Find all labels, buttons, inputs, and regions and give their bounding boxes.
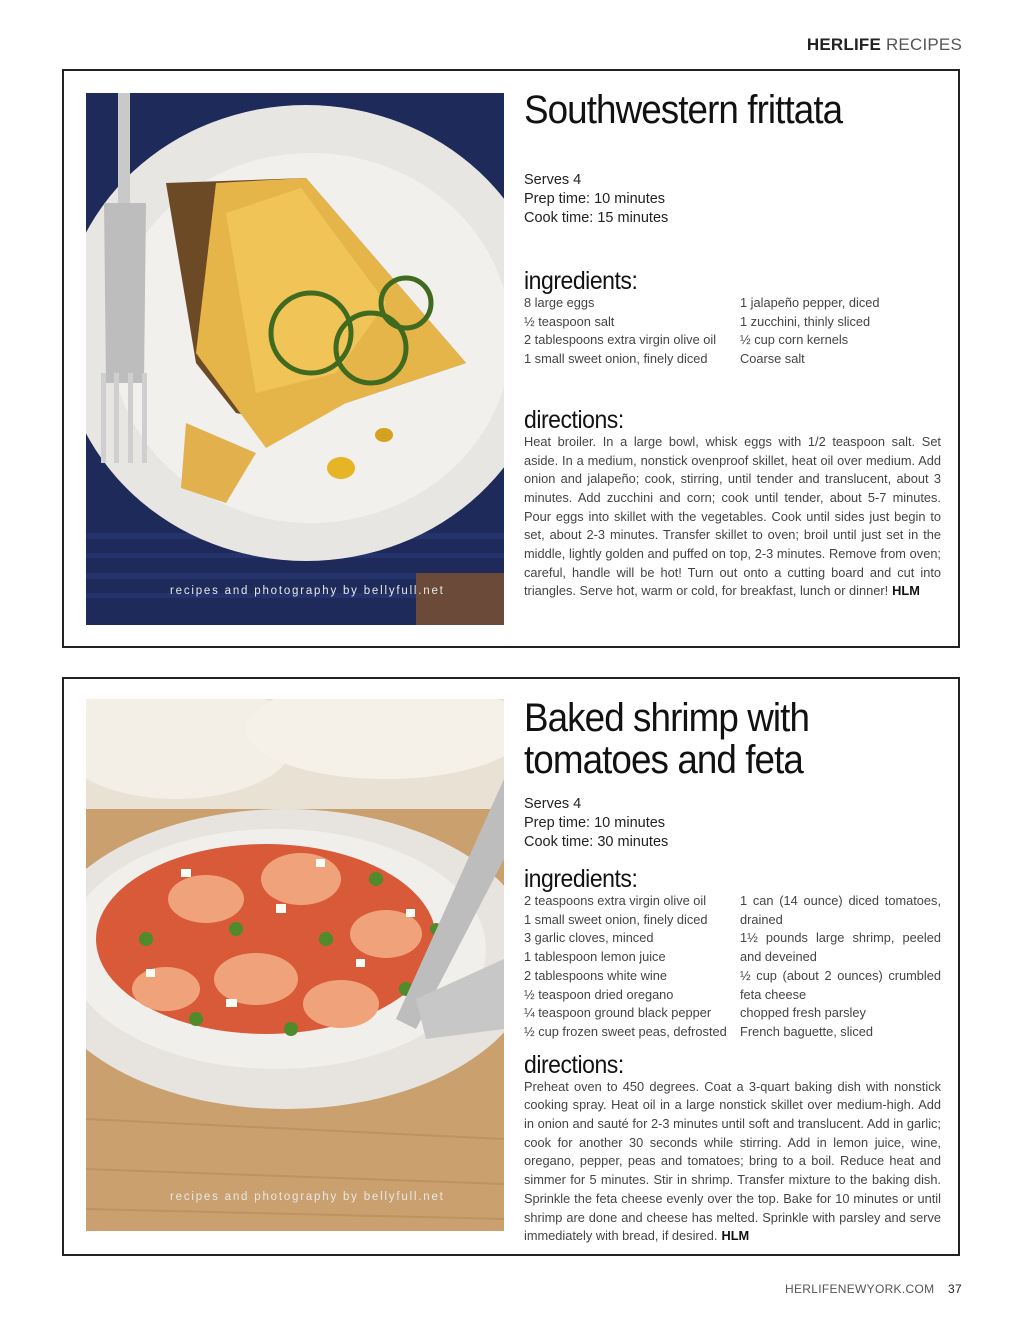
photo-credit: recipes and photography by bellyfull.net <box>170 1191 445 1203</box>
prep-time: Prep time: 10 minutes <box>524 191 666 207</box>
magazine-brand: HERLIFE <box>806 35 882 54</box>
recipe-title-line: tomatoes and feta <box>524 738 803 782</box>
hlm-sign: HLM <box>721 1228 750 1244</box>
ingredient: ¼ teaspoon ground black pepper <box>524 1005 712 1021</box>
ingredient: 3 garlic cloves, minced <box>524 930 654 946</box>
ingredient: 1½ pounds large shrimp, peeled and deveined <box>740 930 941 965</box>
serves: Serves 4 <box>524 172 582 188</box>
recipe-title <box>524 697 908 781</box>
ingredients-heading: ingredients: <box>524 865 638 893</box>
ingredient: 2 teaspoons extra virgin olive oil <box>524 893 707 908</box>
ingredient: 2 tablespoons white wine <box>524 967 667 983</box>
ingredient: ½ teaspoon salt <box>524 313 615 329</box>
directions-body: Heat broiler. In a large bowl, whisk eggs with 1/2 teaspoon salt. Set aside. In a medium, nonstick ovenproof skillet, heat oil over medium. Add onion and jalapeño; cook, stirring, until tender and translucent, about 3 minutes. Add zucchini and corn; cook until tender, about 5-7 minutes. Pour eggs into skillet with the vegetables. Cook until sides just begin to set, about 2-3 minutes. Transfer skillet to oven; broil until just set in the middle, lightly golden and puffed on top, 2-3 minutes. Remove from oven; careful, handle will be hot! Turn out onto a cutting board and cut into triangles. Serve hot, warm or cold, for breakfast, lunch or dinner! <box>524 433 941 599</box>
frittata-photo <box>86 93 504 625</box>
ingredient: 1 tablespoon lemon juice <box>524 949 666 965</box>
ingredients-heading: ingredients: <box>524 267 638 295</box>
directions-text <box>524 433 941 601</box>
ingredient: ½ cup (about 2 ounces) crumbled feta cheese <box>740 967 941 1002</box>
ingredients-list <box>524 892 941 1042</box>
recipe-text-frittata <box>524 89 941 601</box>
site-url: HERLIFENEWYORK.COM <box>784 1282 935 1296</box>
page-header <box>807 35 962 55</box>
ingredient: 1 can (14 ounce) diced tomatoes, drained <box>740 893 941 927</box>
ingredient: 2 tablespoons extra virgin olive oil <box>524 332 717 348</box>
ingredient: ½ teaspoon dried oregano <box>524 986 674 1002</box>
hlm-sign: HLM <box>892 583 920 599</box>
ingredient: ½ cup frozen sweet peas, defrosted <box>524 1023 727 1039</box>
cook-time: Cook time: 30 minutes <box>524 834 669 850</box>
ingredient: 8 large eggs <box>524 295 595 310</box>
recipe-text-shrimp <box>524 697 941 1246</box>
ingredients-list <box>524 294 941 369</box>
cook-time: Cook time: 15 minutes <box>524 210 669 226</box>
recipe-title-line: Baked shrimp with <box>524 696 810 740</box>
directions-heading: directions: <box>524 1050 624 1079</box>
shrimp-photo <box>86 699 504 1231</box>
photo-credit: recipes and photography by bellyfull.net <box>170 585 445 597</box>
directions-heading: directions: <box>524 405 624 434</box>
recipe-title: Southwestern frittata <box>524 88 843 132</box>
ingredient: 1 small sweet onion, finely diced <box>524 911 708 927</box>
ingredient: ½ cup corn kernels <box>740 332 849 348</box>
ingredient: Coarse salt <box>740 351 805 367</box>
serves: Serves 4 <box>524 796 582 812</box>
recipe-meta <box>524 795 941 852</box>
prep-time: Prep time: 10 minutes <box>524 815 666 831</box>
section-name: RECIPES <box>885 35 962 54</box>
ingredient: 1 small sweet onion, finely diced <box>524 351 708 367</box>
recipe-card-shrimp <box>62 677 960 1256</box>
page-footer <box>785 1282 962 1296</box>
directions-text <box>524 1078 941 1246</box>
ingredient: 1 zucchini, thinly sliced <box>740 313 871 329</box>
directions-body: Preheat oven to 450 degrees. Coat a 3-quart baking dish with nonstick cooking spray. Heat oil in a large nonstick skillet over medium-high. Add in onion and sauté for 2-3 minutes until soft and translucent. Add in garlic; cook for another 30 seconds while stirring. Add in lemon juice, wine, oregano, pepper, peas and tomatoes; bring to a boil. Reduce heat and simmer for 5 minutes. Stir in shrimp. Transfer mixture to the baking dish. Sprinkle the feta cheese evenly over the top. Bake for 10 minutes or until shrimp are done and cheese has melted. Sprinkle with parsley and serve immediately with bread, if desired. <box>524 1078 941 1244</box>
page-number: 37 <box>948 1282 962 1296</box>
recipe-card-frittata <box>62 69 960 648</box>
ingredient: chopped fresh parsley <box>740 1005 866 1021</box>
recipe-meta <box>524 171 941 228</box>
ingredient: 1 jalapeño pepper, diced <box>740 295 880 310</box>
ingredient: French baguette, sliced <box>740 1023 874 1039</box>
